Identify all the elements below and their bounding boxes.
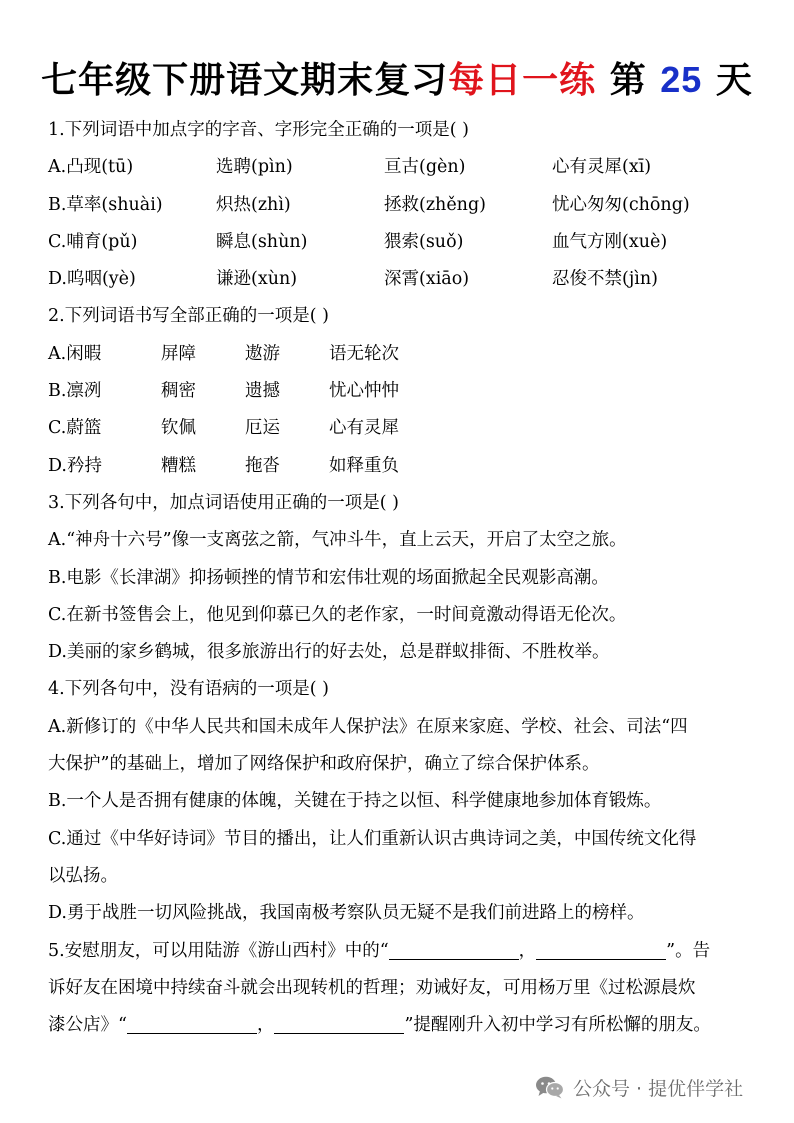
q2-d-word-1: D.矜持 <box>48 455 102 476</box>
q2-b-word-2: 稠密 <box>161 381 196 402</box>
q1-c-word-4: 血气方刚(xuè) <box>552 231 668 252</box>
q5-line3 <box>48 1007 748 1044</box>
q1-c-word-2: 瞬息(shùn) <box>216 231 308 252</box>
q1-option-c <box>48 224 748 261</box>
title-day-suffix: 天 <box>702 59 753 101</box>
q1-c-word-3: 猥索(suǒ) <box>384 231 464 252</box>
wechat-watermark <box>535 1072 743 1102</box>
q1-option-a <box>48 149 748 186</box>
q5-blank-4[interactable] <box>274 1015 404 1034</box>
q4-option-c-line1: C.通过《中华好诗词》节目的播出，让人们重新认识古典诗词之美，中国传统文化得 <box>48 828 697 849</box>
q5-blank-1[interactable] <box>389 941 519 960</box>
q2-d-word-2: 糟糕 <box>161 455 196 476</box>
q4-option-a-line1: A.新修订的《中华人民共和国未成年人保护法》在原来家庭、学校、社会、司法“四 <box>48 716 688 737</box>
q5-line3-text-b: ， <box>256 1015 275 1036</box>
q1-b-word-3: 拯救(zhěng) <box>384 194 486 215</box>
q2-a-word-2: 屏障 <box>161 343 196 364</box>
q1-c-word-1: C.哺育(pǔ) <box>48 231 138 252</box>
q1-d-word-2: 谦逊(xùn) <box>216 269 298 290</box>
q3-option-a: A.“神舟十六号”像一支离弦之箭，气冲斗牛，直上云天，开启了太空之旅。 <box>48 530 627 551</box>
q2-b-word-1: B.凛冽 <box>48 381 102 402</box>
q1-option-b <box>48 187 748 224</box>
q2-b-word-3: 遗撼 <box>245 381 280 402</box>
exercise-content <box>48 112 748 1044</box>
q2-c-word-4: 心有灵犀 <box>329 418 399 439</box>
q3-option-b: B.电影《长津湖》抑扬顿挫的情节和宏伟壮观的场面掀起全民观影高潮。 <box>48 567 609 588</box>
q2-a-word-4: 语无轮次 <box>329 343 399 364</box>
q1-d-word-1: D.呜咽(yè) <box>48 269 136 290</box>
q2-c-word-2: 钦佩 <box>161 418 196 439</box>
q2-b-word-4: 忧心忡忡 <box>329 381 399 402</box>
q3-option-d: D.美丽的家乡鹤城，很多旅游出行的好去处，总是群蚁排衙、不胜枚举。 <box>48 642 610 663</box>
q1-b-word-4: 忧心匆匆(chōng) <box>552 194 690 215</box>
q2-stem: 2.下列词语书写全部正确的一项是( ) <box>48 306 329 327</box>
q4-option-a-line2: 大保护”的基础上，增加了网络保护和政府保护，确立了综合保护体系。 <box>48 754 600 775</box>
q2-c-word-3: 厄运 <box>245 418 280 439</box>
q2-d-word-4: 如释重负 <box>329 455 399 476</box>
q2-c-word-1: C.蔚篮 <box>48 418 102 439</box>
q1-a-word-1: A.凸现(tū) <box>48 157 134 178</box>
q5-line3-text-a: 漆公店》“ <box>48 1015 127 1036</box>
q5-line1-text-a: 5.安慰朋友，可以用陆游《游山西村》中的“ <box>48 940 389 961</box>
q3-option-c: C.在新书签售会上，他见到仰慕已久的老作家，一时间竟激动得语无伦次。 <box>48 604 627 625</box>
q2-option-b <box>48 373 748 410</box>
q2-option-d <box>48 448 748 485</box>
q4-option-d: D.勇于战胜一切风险挑战，我国南极考察队员无疑不是我们前进路上的榜样。 <box>48 903 645 924</box>
q1-d-word-3: 深霄(xiāo) <box>384 269 470 290</box>
q1-b-word-2: 炽热(zhì) <box>216 194 291 215</box>
q5-blank-3[interactable] <box>127 1015 257 1034</box>
q5-line2: 诉好友在困境中持续奋斗就会出现转机的哲理；劝诫好友，可用杨万里《过松源晨炊 <box>48 977 696 998</box>
title-day-number: 25 <box>660 59 703 100</box>
q5-line1 <box>48 933 748 970</box>
q1-a-word-4: 心有灵犀(xī) <box>552 157 652 178</box>
q1-a-word-3: 亘古(gèn) <box>384 157 466 178</box>
q1-a-word-2: 选聘(pìn) <box>216 157 293 178</box>
q2-option-c <box>48 410 748 447</box>
q2-d-word-3: 拖沓 <box>245 455 280 476</box>
q5-line1-text-c: ”。告 <box>666 940 711 961</box>
q4-stem: 4.下列各句中，没有语病的一项是( ) <box>48 679 329 700</box>
q5-blank-2[interactable] <box>536 941 666 960</box>
q1-d-word-4: 忍俊不禁(jìn) <box>552 269 658 290</box>
wechat-icon <box>535 1075 565 1099</box>
title-day-prefix: 第 <box>596 59 661 101</box>
title-main: 七年级下册语文期末复习 <box>41 59 449 101</box>
q1-b-word-1: B.草率(shuài) <box>48 194 163 215</box>
title-highlight: 每日一练 <box>448 59 597 101</box>
q5-line1-text-b: ， <box>518 940 537 961</box>
q2-a-word-1: A.闲暇 <box>48 343 102 364</box>
page-title <box>0 52 794 108</box>
watermark-text: 公众号 · 提优伴学社 <box>573 1077 744 1100</box>
q2-option-a <box>48 336 748 373</box>
q1-stem: 1.下列词语中加点字的字音、字形完全正确的一项是( ) <box>48 120 469 140</box>
q3-stem: 3.下列各句中，加点词语使用正确的一项是( ) <box>48 492 399 513</box>
q4-option-b: B.一个人是否拥有健康的体魄，关键在于持之以恒、科学健康地参加体育锻炼。 <box>48 791 662 812</box>
q2-a-word-3: 遨游 <box>245 343 280 364</box>
q4-option-c-line2: 以弘扬。 <box>48 865 118 886</box>
q1-option-d <box>48 261 748 298</box>
q5-line3-text-c: ”提醒刚升入初中学习有所松懈的朋友。 <box>404 1015 711 1036</box>
